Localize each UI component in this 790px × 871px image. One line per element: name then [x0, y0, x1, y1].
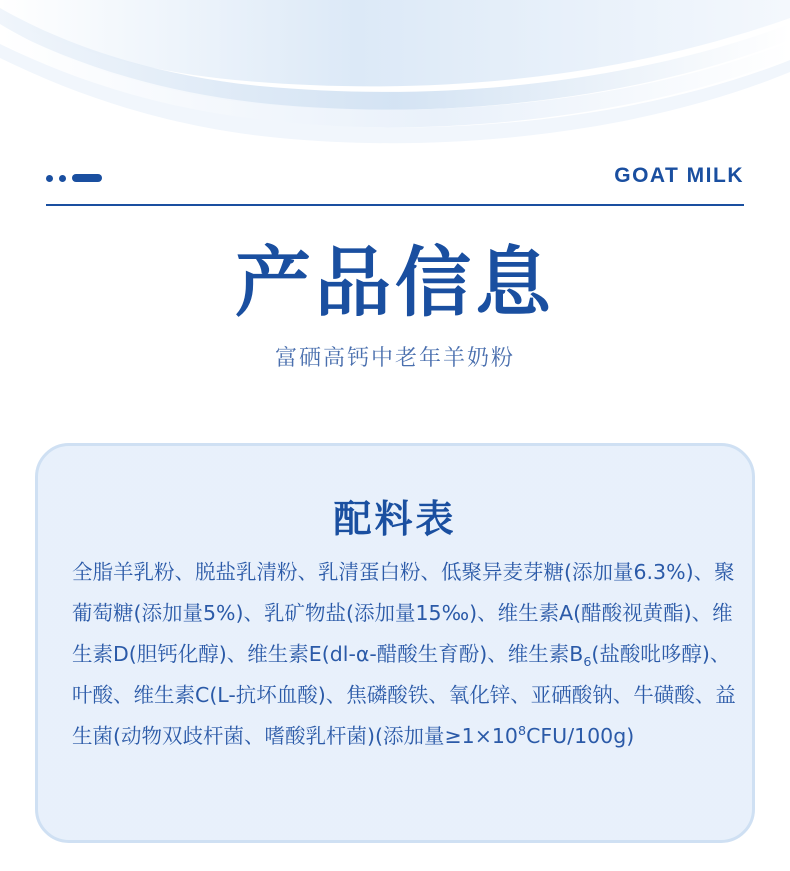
header-divider: [46, 204, 744, 206]
ingredients-segment: CFU/100g): [526, 724, 635, 748]
ingredients-card-inner: [44, 452, 746, 834]
bar-icon: [72, 174, 102, 182]
ingredients-card: [35, 443, 755, 843]
header-row: [46, 160, 744, 210]
brand-label: GOAT MILK: [614, 164, 744, 187]
title-block: [0, 238, 790, 372]
ingredients-segment: 6: [583, 654, 592, 670]
ingredients-segment: (盐酸吡哆醇)、叶酸、维生素C(L-抗坏血酸)、焦磷酸铁、氧化锌、亚硒酸钠、牛磺酸、益生菌(动物双歧杆菌、嗜酸乳杆菌)(添加量≥1×10: [72, 642, 736, 748]
ingredients-segment: 全脂羊乳粉、脱盐乳清粉、乳清蛋白粉、低聚异麦芽糖(添加量6.3%)、聚葡萄糖(添加量5%)、乳矿物盐(添加量15‰)、维生素A(醋酸视黄酯)、维生素D(胆钙化醇)、维生素E(dl-α-醋酸生育酚)、维生素B: [72, 560, 735, 666]
ingredients-text: [72, 552, 736, 757]
page-title: 产品信息: [235, 238, 555, 327]
ingredients-segment: 8: [517, 723, 527, 739]
dot-icon: [46, 175, 53, 182]
top-wave-band: [0, 0, 790, 150]
decor-markers: [46, 174, 102, 182]
dot-icon: [59, 175, 66, 182]
page-subtitle: 富硒高钙中老年羊奶粉: [274, 345, 515, 371]
wave-ribbon-icon: [0, 0, 790, 150]
ingredients-heading: 配料表: [333, 497, 457, 541]
